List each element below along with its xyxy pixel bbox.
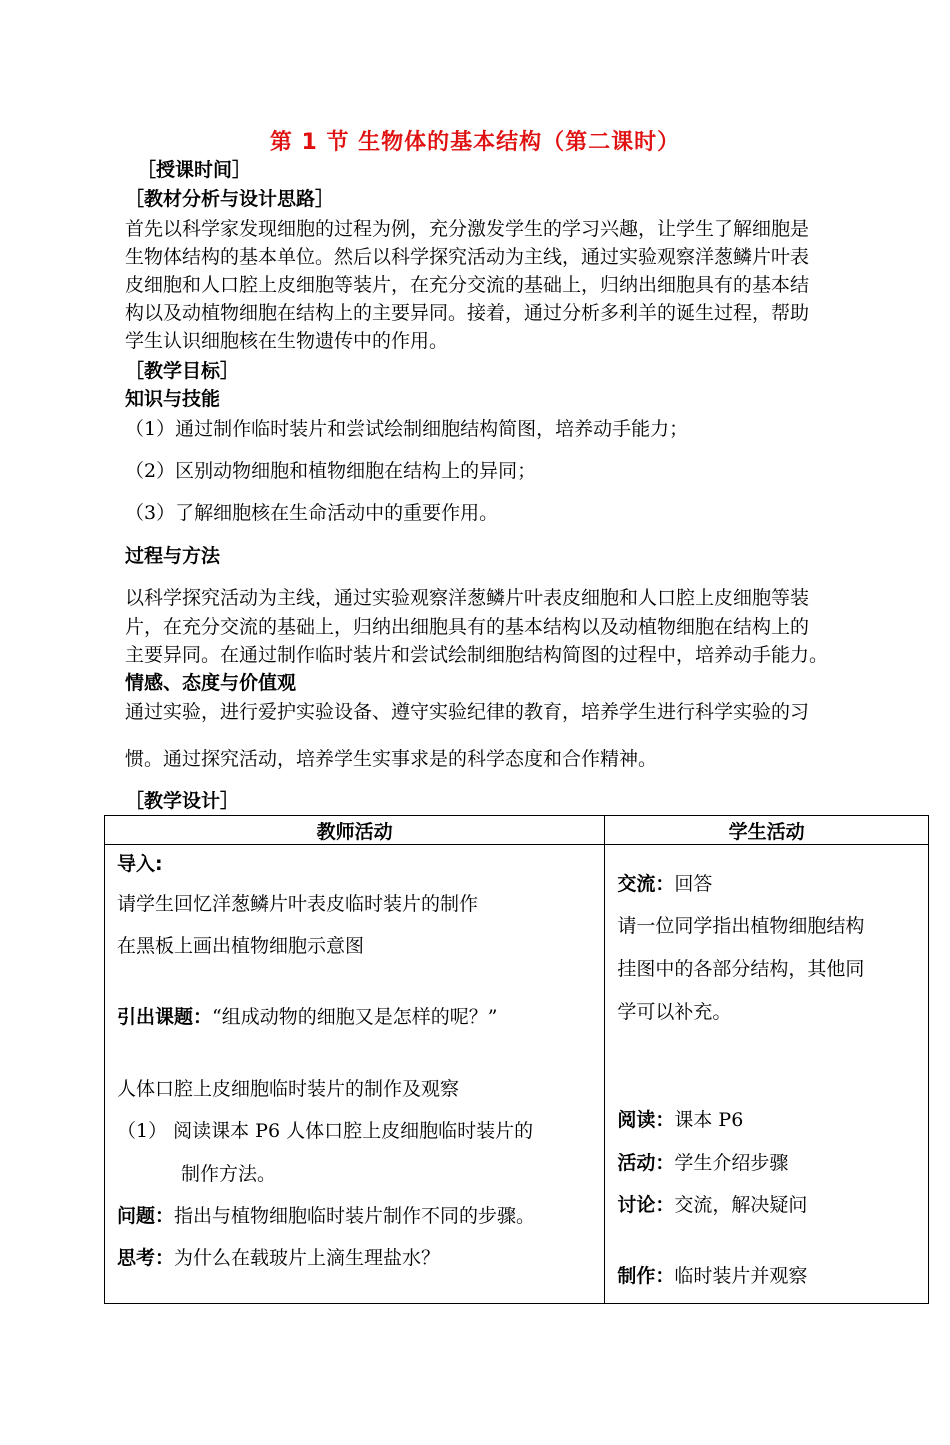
think-line bbox=[117, 1243, 440, 1270]
step1-text-cont: 制作方法。 bbox=[181, 1163, 277, 1185]
emotion-heading: 情感、态度与价值观 bbox=[125, 672, 297, 694]
read-label: 阅读： bbox=[617, 1109, 675, 1131]
think-text: 为什么在载玻片上滴生理盐水？ bbox=[174, 1247, 441, 1269]
table-row bbox=[105, 845, 929, 1304]
intro-line: 在黑板上画出植物细胞示意图 bbox=[117, 935, 365, 957]
discuss-text: 交流，解决疑问 bbox=[674, 1194, 808, 1216]
teacher-activity-cell bbox=[105, 845, 605, 1304]
activity-text: 学生介绍步骤 bbox=[674, 1152, 789, 1174]
activity-line bbox=[617, 1148, 788, 1175]
knowledge-item: （1）通过制作临时装片和尝试绘制细胞结构简图，培养动手能力； bbox=[125, 418, 689, 440]
exchange-line bbox=[617, 869, 712, 896]
make-text: 临时装片并观察 bbox=[674, 1265, 808, 1287]
section-time-label: ［授课时间］ bbox=[137, 159, 252, 181]
read-text: 课本 P6 bbox=[674, 1109, 744, 1131]
step1-line bbox=[117, 1116, 533, 1143]
step1-number: （1） bbox=[117, 1120, 168, 1142]
topic-label: 引出课题： bbox=[117, 1006, 213, 1028]
knowledge-item: （3）了解细胞核在生命活动中的重要作用。 bbox=[125, 502, 499, 524]
table-header-row bbox=[105, 816, 929, 845]
analysis-line: 首先以科学家发现细胞的过程为例，充分激发学生的学习兴趣，让学生了解细胞是 bbox=[125, 218, 810, 240]
make-label: 制作： bbox=[617, 1265, 675, 1287]
discuss-label: 讨论： bbox=[617, 1194, 675, 1216]
intro-label: 导入: bbox=[117, 853, 163, 875]
teaching-design-table bbox=[104, 815, 929, 1304]
process-heading: 过程与方法 bbox=[125, 545, 221, 567]
process-line: 以科学探究活动为主线，通过实验观察洋葱鳞片叶表皮细胞和人口腔上皮细胞等装 bbox=[125, 587, 810, 609]
analysis-line: 学生认识细胞核在生物遗传中的作用。 bbox=[125, 330, 449, 352]
question-line bbox=[117, 1201, 535, 1228]
intro-line: 请学生回忆洋葱鳞片叶表皮临时装片的制作 bbox=[117, 893, 479, 915]
knowledge-item: （2）区别动物细胞和植物细胞在结构上的异同； bbox=[125, 460, 537, 482]
emotion-line: 通过实验，进行爱护实验设备、遵守实验纪律的教育，培养学生进行科学实验的习 bbox=[125, 701, 810, 723]
student-activity-cell bbox=[605, 845, 929, 1304]
analysis-line: 生物体结构的基本单位。然后以科学探究活动为主线，通过实验观察洋葱鳞片叶表 bbox=[125, 246, 810, 268]
page-title: 第 1 节 生物体的基本结构（第二课时） bbox=[269, 130, 681, 155]
section-analysis-label: ［教材分析与设计思路］ bbox=[125, 188, 335, 210]
lab-title: 人体口腔上皮细胞临时装片的制作及观察 bbox=[117, 1078, 460, 1100]
emotion-line: 惯。通过探究活动，培养学生实事求是的科学态度和合作精神。 bbox=[125, 748, 658, 770]
process-line: 片，在充分交流的基础上，归纳出细胞具有的基本结构以及动植物细胞在结构上的 bbox=[125, 616, 810, 638]
topic-text: “组成动物的细胞又是怎样的呢？” bbox=[212, 1006, 498, 1028]
activity-label: 活动： bbox=[617, 1152, 675, 1174]
think-label: 思考： bbox=[117, 1247, 175, 1269]
process-line: 主要异同。在通过制作临时装片和尝试绘制细胞结构简图的过程中，培养动手能力。 bbox=[125, 644, 829, 666]
ask-line: 挂图中的各部分结构，其他同 bbox=[617, 958, 865, 980]
make-line bbox=[617, 1261, 807, 1288]
read-line bbox=[617, 1105, 743, 1132]
exchange-text: 回答 bbox=[674, 873, 713, 895]
ask-line: 学可以补充。 bbox=[617, 1001, 732, 1023]
step1-text: 阅读课本 P6 人体口腔上皮细胞临时装片的 bbox=[173, 1120, 534, 1142]
discuss-line bbox=[617, 1190, 807, 1217]
section-goals-label: ［教学目标］ bbox=[125, 360, 240, 382]
section-design-label: ［教学设计］ bbox=[125, 790, 240, 812]
question-text: 指出与植物细胞临时装片制作不同的步骤。 bbox=[174, 1205, 536, 1227]
analysis-line: 皮细胞和人口腔上皮细胞等装片，在充分交流的基础上，归纳出细胞具有的基本结 bbox=[125, 274, 810, 296]
question-label: 问题： bbox=[117, 1205, 175, 1227]
ask-line: 请一位同学指出植物细胞结构 bbox=[617, 915, 865, 937]
header-student-activity: 学生活动 bbox=[605, 816, 929, 845]
knowledge-heading: 知识与技能 bbox=[125, 388, 221, 410]
topic-line bbox=[117, 1002, 497, 1029]
header-teacher-activity: 教师活动 bbox=[105, 816, 605, 845]
analysis-line: 构以及动植物细胞在结构上的主要异同。接着，通过分析多利羊的诞生过程，帮助 bbox=[125, 302, 810, 324]
exchange-label: 交流： bbox=[617, 873, 675, 895]
